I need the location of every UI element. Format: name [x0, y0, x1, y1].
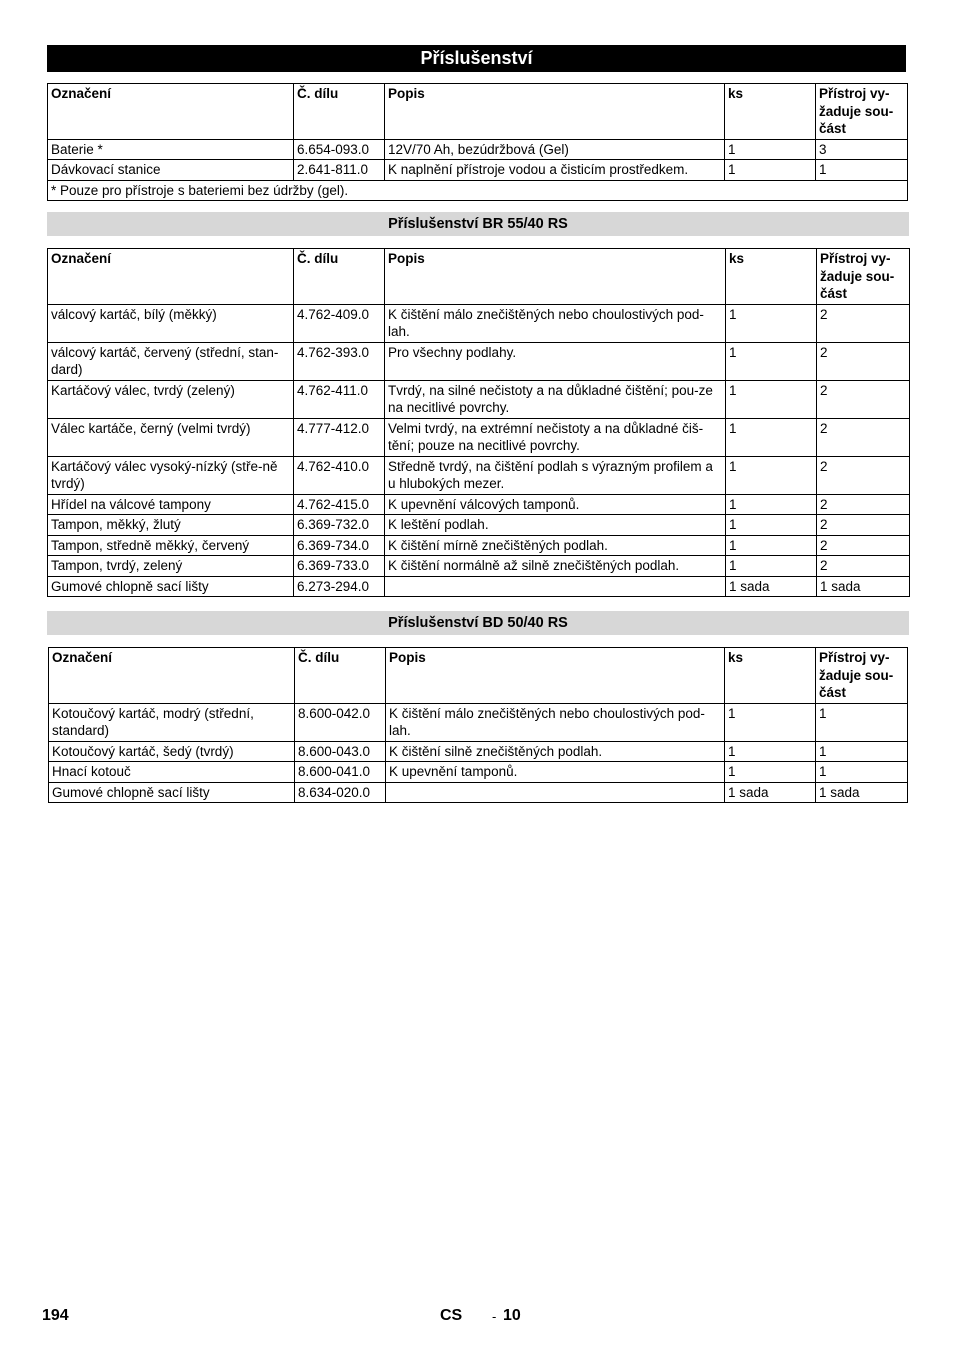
cell-designation: Tampon, středně měkký, červený: [48, 535, 294, 556]
cell-included: 3: [816, 139, 908, 160]
cell-part-no: 6.273-294.0: [294, 576, 385, 597]
cell-part-no: 8.600-043.0: [295, 741, 386, 762]
cell-qty: 1: [725, 703, 816, 741]
accessories-table-bd: [48, 647, 908, 803]
cell-part-no: 4.777-412.0: [294, 418, 385, 456]
cell-designation: Gumové chlopně sací lišty: [49, 782, 295, 803]
col-header-designation: Označení: [48, 249, 294, 305]
table-row: [49, 741, 908, 762]
col-header-description: Popis: [386, 648, 725, 704]
cell-description: Tvrdý, na silné nečistoty a na důkladné čištění; pou-ze na necitlivé povrchy.: [385, 380, 726, 418]
cell-included: 1 sada: [817, 576, 910, 597]
table-row: [49, 782, 908, 803]
cell-part-no: 6.369-733.0: [294, 556, 385, 577]
cell-included: 1 sada: [816, 782, 908, 803]
cell-description: Pro všechny podlahy.: [385, 342, 726, 380]
col-header-designation: Označení: [48, 84, 294, 140]
cell-designation: Gumové chlopně sací lišty: [48, 576, 294, 597]
cell-qty: 1: [726, 556, 817, 577]
cell-designation: Hřídel na válcové tampony: [48, 494, 294, 515]
cell-designation: Kartáčový válec vysoký-nízký (stře-ně tvrdý): [48, 456, 294, 494]
table-row: [48, 535, 910, 556]
cell-qty: 1: [726, 418, 817, 456]
footer-dash: -: [492, 1309, 497, 1324]
col-header-description: Popis: [385, 84, 725, 140]
section-heading-bd: Příslušenství BD 50/40 RS: [47, 611, 909, 635]
cell-included: 2: [817, 456, 910, 494]
cell-designation: Dávkovací stanice: [48, 160, 294, 181]
cell-part-no: 4.762-411.0: [294, 380, 385, 418]
table-row: [49, 762, 908, 783]
cell-part-no: 6.654-093.0: [294, 139, 385, 160]
cell-included: 2: [817, 380, 910, 418]
cell-part-no: 6.369-732.0: [294, 515, 385, 536]
table-row: [48, 456, 910, 494]
cell-description: K upevnění tamponů.: [386, 762, 725, 783]
cell-description: [386, 782, 725, 803]
page-number: 194: [42, 1307, 69, 1324]
cell-description: Velmi tvrdý, na extrémní nečistoty a na důkladné čiš-tění; pouze na necitlivé povrchy.: [385, 418, 726, 456]
cell-description: K čištění silně znečištěných podlah.: [386, 741, 725, 762]
cell-included: 1: [816, 703, 908, 741]
table-row: [49, 703, 908, 741]
cell-designation: válcový kartáč, bílý (měkký): [48, 304, 294, 342]
cell-designation: Kotoučový kartáč, modrý (střední, standard): [49, 703, 295, 741]
table-note-row: [48, 180, 908, 201]
col-header-qty: ks: [725, 84, 816, 140]
table-row: [48, 515, 910, 536]
table-row: [48, 494, 910, 515]
section-heading-br: Příslušenství BR 55/40 RS: [47, 212, 909, 236]
cell-designation: Tampon, tvrdý, zelený: [48, 556, 294, 577]
cell-included: 2: [817, 304, 910, 342]
cell-qty: 1: [726, 456, 817, 494]
cell-included: 2: [817, 494, 910, 515]
cell-designation: Baterie *: [48, 139, 294, 160]
cell-included: 2: [817, 535, 910, 556]
cell-included: 2: [817, 515, 910, 536]
cell-designation: Válec kartáče, černý (velmi tvrdý): [48, 418, 294, 456]
col-header-qty: ks: [726, 249, 817, 305]
cell-description: K leštění podlah.: [385, 515, 726, 536]
table-row: [48, 139, 908, 160]
cell-description: K čištění málo znečištěných nebo choulostivých pod-lah.: [386, 703, 725, 741]
cell-designation: Kotoučový kartáč, šedý (tvrdý): [49, 741, 295, 762]
cell-description: K čištění mírně znečištěných podlah.: [385, 535, 726, 556]
cell-included: 1: [816, 762, 908, 783]
cell-part-no: 6.369-734.0: [294, 535, 385, 556]
cell-description: Středně tvrdý, na čištění podlah s výrazným profilem a u hlubokých mezer.: [385, 456, 726, 494]
cell-designation: Tampon, měkký, žlutý: [48, 515, 294, 536]
cell-qty: 1: [726, 304, 817, 342]
cell-included: 1: [816, 160, 908, 181]
cell-qty: 1: [725, 160, 816, 181]
cell-included: 2: [817, 342, 910, 380]
cell-part-no: 4.762-393.0: [294, 342, 385, 380]
col-header-included: Přístroj vy-žaduje sou-část: [817, 249, 910, 305]
col-header-part-no: Č. dílu: [294, 84, 385, 140]
cell-qty: 1: [726, 494, 817, 515]
cell-part-no: 8.600-041.0: [295, 762, 386, 783]
cell-designation: Hnací kotouč: [49, 762, 295, 783]
accessories-table: [47, 83, 908, 201]
cell-qty: 1: [725, 139, 816, 160]
cell-part-no: 4.762-415.0: [294, 494, 385, 515]
cell-part-no: 4.762-410.0: [294, 456, 385, 494]
cell-qty: 1: [725, 741, 816, 762]
table-header: [48, 249, 910, 305]
footnote: * Pouze pro přístroje s bateriemi bez údržby (gel).: [48, 180, 908, 201]
table-row: [48, 576, 910, 597]
cell-qty: 1: [726, 342, 817, 380]
table-header: [49, 648, 908, 704]
sub-page-number: 10: [503, 1307, 521, 1324]
cell-included: 2: [817, 556, 910, 577]
cell-description: [385, 576, 726, 597]
table-header: [48, 84, 908, 140]
col-header-description: Popis: [385, 249, 726, 305]
cell-qty: 1: [726, 515, 817, 536]
cell-qty: 1: [726, 535, 817, 556]
table-row: [48, 418, 910, 456]
cell-part-no: 8.634-020.0: [295, 782, 386, 803]
table-row: [48, 556, 910, 577]
col-header-designation: Označení: [49, 648, 295, 704]
cell-qty: 1: [726, 380, 817, 418]
table-row: [48, 160, 908, 181]
cell-qty: 1: [725, 762, 816, 783]
cell-qty: 1 sada: [725, 782, 816, 803]
page-title: Příslušenství: [47, 45, 906, 72]
cell-description: 12V/70 Ah, bezúdržbová (Gel): [385, 139, 725, 160]
col-header-part-no: Č. dílu: [295, 648, 386, 704]
cell-included: 2: [817, 418, 910, 456]
table-row: [48, 380, 910, 418]
col-header-included: Přístroj vy-žaduje sou-část: [816, 84, 908, 140]
language-code: CS: [440, 1307, 463, 1324]
cell-designation: Kartáčový válec, tvrdý (zelený): [48, 380, 294, 418]
col-header-part-no: Č. dílu: [294, 249, 385, 305]
table-row: [48, 304, 910, 342]
cell-part-no: 4.762-409.0: [294, 304, 385, 342]
col-header-qty: ks: [725, 648, 816, 704]
cell-included: 1: [816, 741, 908, 762]
cell-description: K čištění málo znečištěných nebo choulostivých pod-lah.: [385, 304, 726, 342]
cell-description: K čištění normálně až silně znečištěných podlah.: [385, 556, 726, 577]
cell-qty: 1 sada: [726, 576, 817, 597]
col-header-included: Přístroj vy-žaduje sou-část: [816, 648, 908, 704]
cell-description: K upevnění válcových tamponů.: [385, 494, 726, 515]
cell-designation: válcový kartáč, červený (střední, stan-dard): [48, 342, 294, 380]
cell-description: K naplnění přístroje vodou a čisticím prostředkem.: [385, 160, 725, 181]
cell-part-no: 2.641-811.0: [294, 160, 385, 181]
table-row: [48, 342, 910, 380]
cell-part-no: 8.600-042.0: [295, 703, 386, 741]
accessories-table-br: [47, 248, 910, 597]
